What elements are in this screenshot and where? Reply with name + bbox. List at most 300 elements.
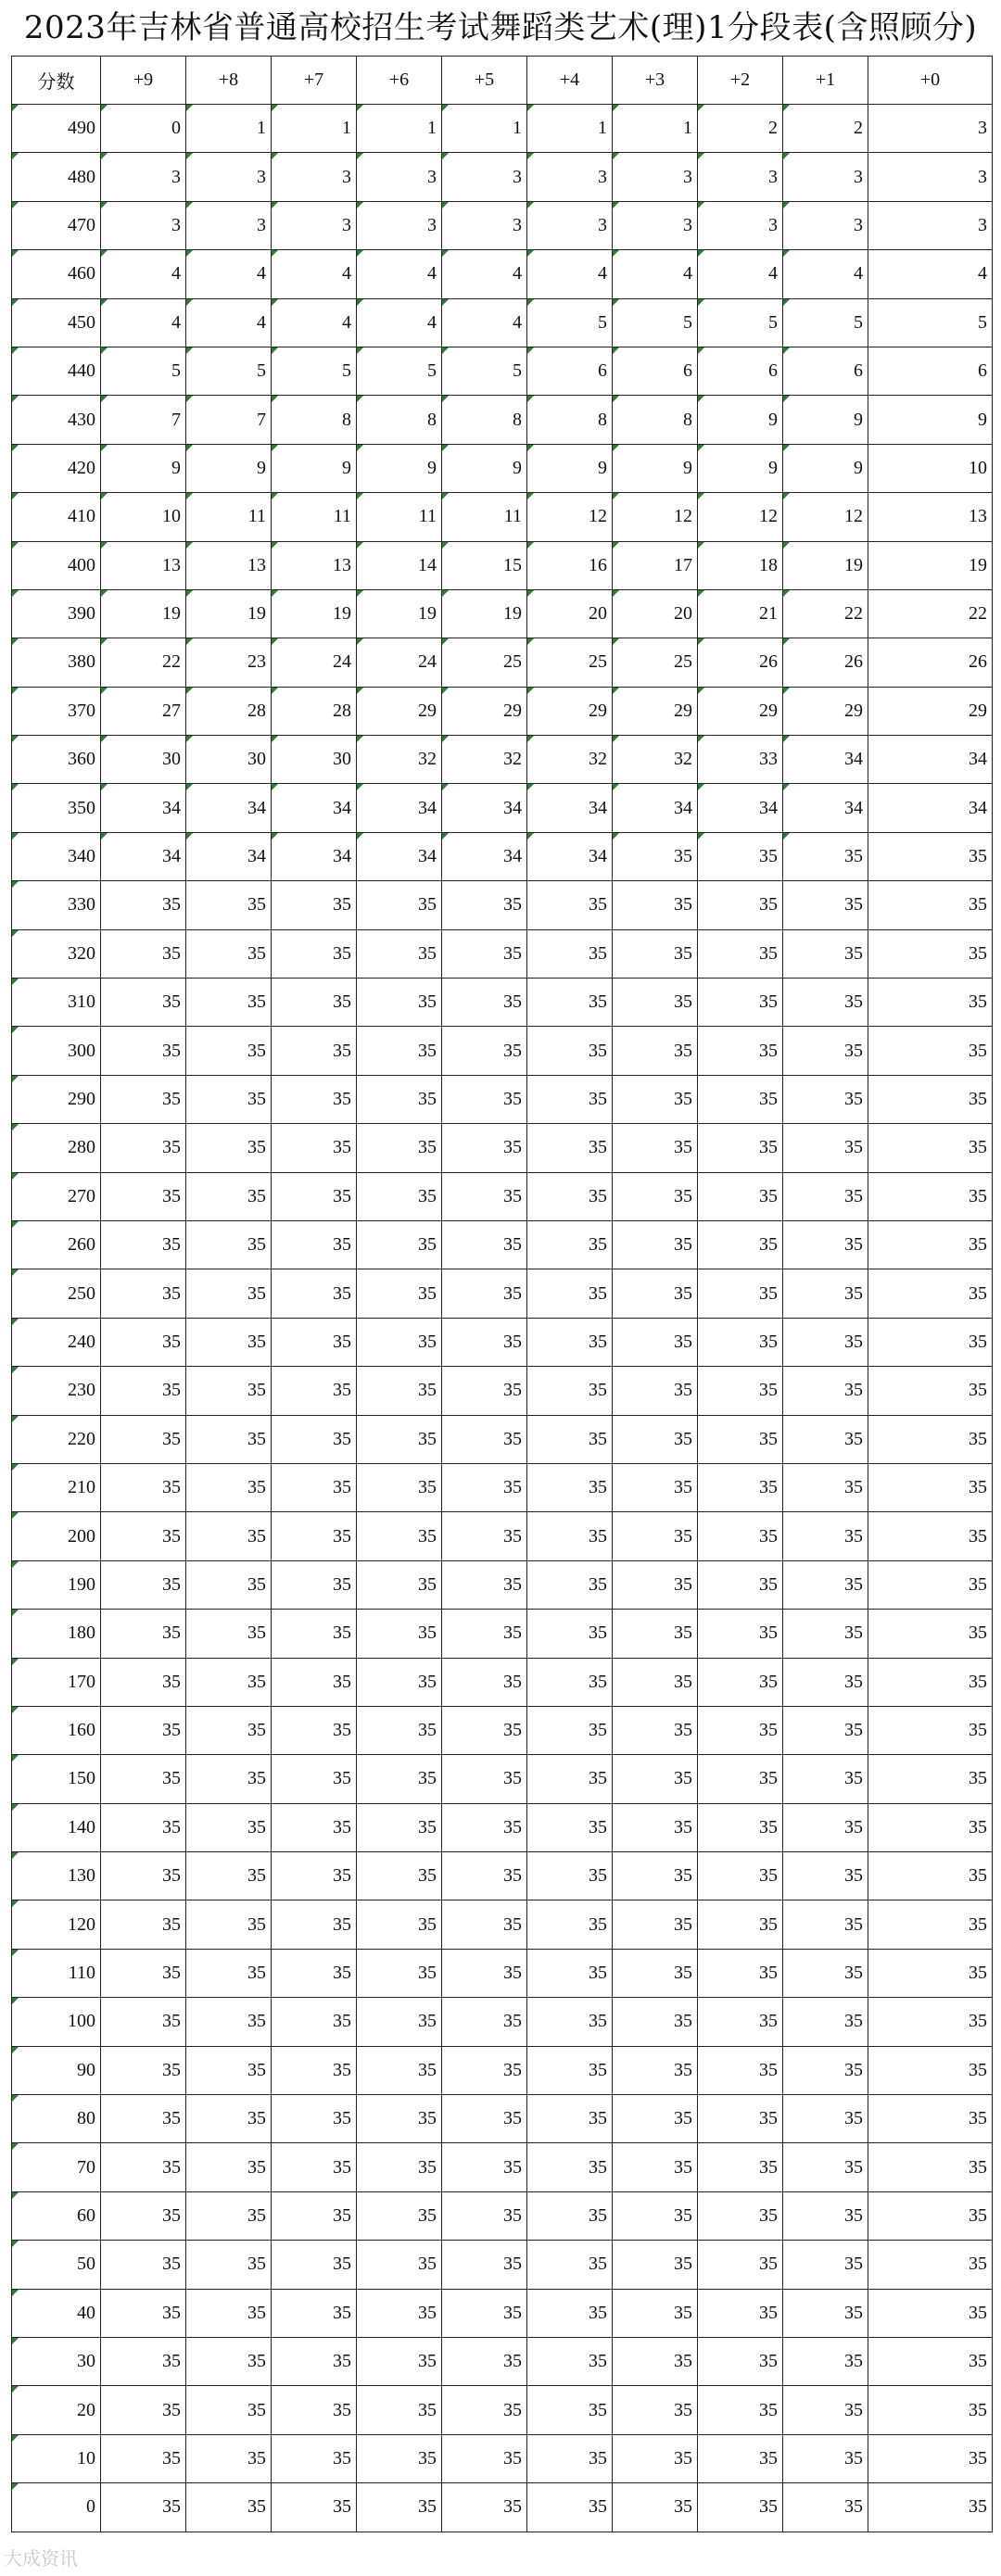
count-cell: 35 bbox=[783, 1027, 868, 1075]
table-row bbox=[12, 687, 993, 735]
count-cell: 35 bbox=[698, 1803, 783, 1851]
count-cell: 35 bbox=[101, 1900, 186, 1949]
count-cell: 35 bbox=[698, 1075, 783, 1123]
table-header-row bbox=[12, 57, 993, 105]
table-row bbox=[12, 1658, 993, 1706]
count-cell: 35 bbox=[186, 1560, 272, 1609]
count-cell: 35 bbox=[272, 2241, 357, 2289]
score-cell: 0 bbox=[12, 2483, 101, 2532]
count-cell: 35 bbox=[868, 1463, 993, 1511]
count-cell: 4 bbox=[357, 298, 442, 347]
count-cell: 9 bbox=[783, 396, 868, 444]
count-cell: 9 bbox=[357, 444, 442, 492]
score-cell: 250 bbox=[12, 1269, 101, 1318]
count-cell: 35 bbox=[698, 1220, 783, 1269]
table-row bbox=[12, 1269, 993, 1318]
count-cell: 4 bbox=[186, 298, 272, 347]
count-cell: 35 bbox=[698, 881, 783, 929]
count-cell: 35 bbox=[186, 2241, 272, 2289]
count-cell: 35 bbox=[868, 929, 993, 978]
count-cell: 35 bbox=[101, 1755, 186, 1803]
table-row bbox=[12, 347, 993, 395]
count-cell: 35 bbox=[783, 1852, 868, 1900]
count-cell: 29 bbox=[783, 687, 868, 735]
count-cell: 35 bbox=[698, 1027, 783, 1075]
count-cell: 34 bbox=[442, 832, 527, 880]
count-cell: 35 bbox=[868, 2143, 993, 2191]
count-cell: 3 bbox=[357, 153, 442, 201]
count-cell: 9 bbox=[272, 444, 357, 492]
count-cell: 3 bbox=[698, 201, 783, 249]
count-cell: 35 bbox=[527, 1658, 613, 1706]
count-cell: 9 bbox=[442, 444, 527, 492]
count-cell: 35 bbox=[357, 1415, 442, 1463]
count-cell: 35 bbox=[357, 1463, 442, 1511]
count-cell: 35 bbox=[868, 2483, 993, 2532]
count-cell: 4 bbox=[442, 298, 527, 347]
table-row bbox=[12, 153, 993, 201]
table-row bbox=[12, 929, 993, 978]
count-cell: 35 bbox=[357, 1560, 442, 1609]
count-cell: 35 bbox=[101, 1269, 186, 1318]
count-cell: 35 bbox=[442, 2143, 527, 2191]
count-cell: 35 bbox=[613, 2434, 698, 2482]
count-cell: 25 bbox=[527, 638, 613, 687]
count-cell: 35 bbox=[783, 1318, 868, 1366]
count-cell: 35 bbox=[101, 2483, 186, 2532]
table-row bbox=[12, 396, 993, 444]
table-row bbox=[12, 2095, 993, 2143]
count-cell: 7 bbox=[101, 396, 186, 444]
count-cell: 35 bbox=[698, 1318, 783, 1366]
count-cell: 35 bbox=[442, 979, 527, 1027]
count-cell: 35 bbox=[442, 1124, 527, 1172]
table-row bbox=[12, 1610, 993, 1658]
score-cell: 220 bbox=[12, 1415, 101, 1463]
count-cell: 5 bbox=[868, 298, 993, 347]
table-row bbox=[12, 1998, 993, 2046]
count-cell: 35 bbox=[698, 1706, 783, 1754]
count-cell: 3 bbox=[357, 201, 442, 249]
count-cell: 3 bbox=[101, 153, 186, 201]
count-cell: 35 bbox=[783, 1658, 868, 1706]
count-cell: 35 bbox=[442, 1220, 527, 1269]
count-cell: 34 bbox=[527, 784, 613, 832]
score-cell: 430 bbox=[12, 396, 101, 444]
count-cell: 35 bbox=[527, 1900, 613, 1949]
count-cell: 24 bbox=[272, 638, 357, 687]
table-row bbox=[12, 2241, 993, 2289]
count-cell: 35 bbox=[527, 1755, 613, 1803]
count-cell: 35 bbox=[783, 881, 868, 929]
column-header: +3 bbox=[613, 57, 698, 105]
count-cell: 3 bbox=[868, 105, 993, 153]
count-cell: 35 bbox=[527, 881, 613, 929]
count-cell: 35 bbox=[698, 1560, 783, 1609]
count-cell: 35 bbox=[272, 2095, 357, 2143]
count-cell: 4 bbox=[783, 250, 868, 298]
count-cell: 35 bbox=[442, 1852, 527, 1900]
count-cell: 6 bbox=[613, 347, 698, 395]
count-cell: 35 bbox=[868, 1852, 993, 1900]
count-cell: 35 bbox=[357, 2337, 442, 2385]
count-cell: 35 bbox=[357, 1706, 442, 1754]
count-cell: 35 bbox=[272, 2386, 357, 2434]
count-cell: 34 bbox=[527, 832, 613, 880]
count-cell: 35 bbox=[868, 2241, 993, 2289]
score-cell: 200 bbox=[12, 1512, 101, 1560]
count-cell: 35 bbox=[613, 1220, 698, 1269]
count-cell: 35 bbox=[272, 2046, 357, 2094]
count-cell: 35 bbox=[527, 1124, 613, 1172]
count-cell: 35 bbox=[186, 1610, 272, 1658]
table-row bbox=[12, 201, 993, 249]
count-cell: 35 bbox=[357, 979, 442, 1027]
count-cell: 35 bbox=[613, 1560, 698, 1609]
count-cell: 35 bbox=[698, 2337, 783, 2385]
count-cell: 35 bbox=[357, 1124, 442, 1172]
score-cell: 60 bbox=[12, 2191, 101, 2240]
count-cell: 35 bbox=[868, 2337, 993, 2385]
count-cell: 35 bbox=[272, 1172, 357, 1220]
count-cell: 35 bbox=[272, 1075, 357, 1123]
count-cell: 3 bbox=[868, 201, 993, 249]
table-row bbox=[12, 1852, 993, 1900]
count-cell: 3 bbox=[442, 153, 527, 201]
count-cell: 35 bbox=[357, 929, 442, 978]
count-cell: 35 bbox=[442, 2434, 527, 2482]
table-row bbox=[12, 881, 993, 929]
count-cell: 35 bbox=[698, 929, 783, 978]
score-cell: 330 bbox=[12, 881, 101, 929]
count-cell: 10 bbox=[101, 493, 186, 541]
count-cell: 35 bbox=[101, 1318, 186, 1366]
count-cell: 3 bbox=[783, 201, 868, 249]
column-header: +2 bbox=[698, 57, 783, 105]
count-cell: 35 bbox=[357, 1172, 442, 1220]
count-cell: 35 bbox=[527, 1610, 613, 1658]
count-cell: 34 bbox=[272, 832, 357, 880]
count-cell: 35 bbox=[101, 2337, 186, 2385]
table-body bbox=[12, 105, 993, 2532]
score-cell: 260 bbox=[12, 1220, 101, 1269]
score-cell: 420 bbox=[12, 444, 101, 492]
count-cell: 35 bbox=[613, 832, 698, 880]
score-cell: 150 bbox=[12, 1755, 101, 1803]
count-cell: 24 bbox=[357, 638, 442, 687]
count-cell: 29 bbox=[698, 687, 783, 735]
count-cell: 35 bbox=[357, 1220, 442, 1269]
score-cell: 230 bbox=[12, 1367, 101, 1415]
count-cell: 35 bbox=[101, 1512, 186, 1560]
count-cell: 35 bbox=[613, 2095, 698, 2143]
count-cell: 3 bbox=[613, 201, 698, 249]
count-cell: 35 bbox=[868, 2046, 993, 2094]
count-cell: 35 bbox=[101, 1949, 186, 1997]
count-cell: 35 bbox=[783, 2095, 868, 2143]
count-cell: 35 bbox=[272, 2289, 357, 2337]
count-cell: 35 bbox=[101, 1124, 186, 1172]
count-cell: 26 bbox=[868, 638, 993, 687]
count-cell: 35 bbox=[442, 1172, 527, 1220]
count-cell: 35 bbox=[101, 1075, 186, 1123]
count-cell: 35 bbox=[613, 1027, 698, 1075]
count-cell: 35 bbox=[272, 1463, 357, 1511]
count-cell: 32 bbox=[527, 736, 613, 784]
count-cell: 35 bbox=[442, 2386, 527, 2434]
count-cell: 35 bbox=[698, 2095, 783, 2143]
count-cell: 35 bbox=[272, 1269, 357, 1318]
table-row bbox=[12, 1755, 993, 1803]
count-cell: 35 bbox=[272, 2483, 357, 2532]
column-header: +4 bbox=[527, 57, 613, 105]
count-cell: 35 bbox=[357, 1803, 442, 1851]
count-cell: 35 bbox=[613, 1269, 698, 1318]
count-cell: 35 bbox=[613, 1998, 698, 2046]
count-cell: 35 bbox=[868, 1220, 993, 1269]
count-cell: 11 bbox=[357, 493, 442, 541]
count-cell: 9 bbox=[186, 444, 272, 492]
count-cell: 8 bbox=[357, 396, 442, 444]
count-cell: 4 bbox=[698, 250, 783, 298]
table-row bbox=[12, 250, 993, 298]
table-row bbox=[12, 1803, 993, 1851]
table-row bbox=[12, 493, 993, 541]
count-cell: 35 bbox=[613, 1755, 698, 1803]
column-header: +8 bbox=[186, 57, 272, 105]
count-cell: 35 bbox=[613, 2046, 698, 2094]
count-cell: 35 bbox=[698, 2289, 783, 2337]
count-cell: 18 bbox=[698, 541, 783, 589]
count-cell: 35 bbox=[186, 1803, 272, 1851]
count-cell: 3 bbox=[272, 201, 357, 249]
count-cell: 12 bbox=[527, 493, 613, 541]
count-cell: 35 bbox=[783, 1755, 868, 1803]
count-cell: 35 bbox=[613, 1900, 698, 1949]
count-cell: 10 bbox=[868, 444, 993, 492]
count-cell: 35 bbox=[272, 1220, 357, 1269]
count-cell: 35 bbox=[783, 1269, 868, 1318]
count-cell: 13 bbox=[272, 541, 357, 589]
count-cell: 3 bbox=[868, 153, 993, 201]
count-cell: 8 bbox=[442, 396, 527, 444]
count-cell: 11 bbox=[186, 493, 272, 541]
count-cell: 35 bbox=[527, 2143, 613, 2191]
table-row bbox=[12, 1512, 993, 1560]
count-cell: 35 bbox=[783, 1803, 868, 1851]
count-cell: 35 bbox=[527, 2483, 613, 2532]
score-cell: 90 bbox=[12, 2046, 101, 2094]
count-cell: 35 bbox=[527, 1318, 613, 1366]
count-cell: 35 bbox=[613, 1706, 698, 1754]
count-cell: 35 bbox=[868, 1512, 993, 1560]
count-cell: 35 bbox=[186, 2434, 272, 2482]
count-cell: 35 bbox=[698, 1124, 783, 1172]
count-cell: 30 bbox=[272, 736, 357, 784]
table-row bbox=[12, 2143, 993, 2191]
score-cell: 270 bbox=[12, 1172, 101, 1220]
count-cell: 35 bbox=[613, 2337, 698, 2385]
count-cell: 35 bbox=[186, 2483, 272, 2532]
count-cell: 9 bbox=[783, 444, 868, 492]
count-cell: 35 bbox=[698, 1367, 783, 1415]
count-cell: 35 bbox=[527, 1269, 613, 1318]
count-cell: 35 bbox=[783, 1367, 868, 1415]
count-cell: 35 bbox=[868, 2386, 993, 2434]
count-cell: 12 bbox=[613, 493, 698, 541]
count-cell: 35 bbox=[698, 1949, 783, 1997]
count-cell: 32 bbox=[442, 736, 527, 784]
score-cell: 100 bbox=[12, 1998, 101, 2046]
count-cell: 35 bbox=[783, 1172, 868, 1220]
count-cell: 33 bbox=[698, 736, 783, 784]
count-cell: 32 bbox=[357, 736, 442, 784]
count-cell: 35 bbox=[868, 1755, 993, 1803]
count-cell: 35 bbox=[698, 2046, 783, 2094]
count-cell: 35 bbox=[698, 1755, 783, 1803]
count-cell: 35 bbox=[357, 2046, 442, 2094]
score-cell: 80 bbox=[12, 2095, 101, 2143]
score-cell: 410 bbox=[12, 493, 101, 541]
count-cell: 35 bbox=[186, 1124, 272, 1172]
count-cell: 35 bbox=[272, 1998, 357, 2046]
count-cell: 35 bbox=[272, 1803, 357, 1851]
table-row bbox=[12, 1900, 993, 1949]
count-cell: 35 bbox=[613, 1172, 698, 1220]
score-cell: 480 bbox=[12, 153, 101, 201]
count-cell: 9 bbox=[613, 444, 698, 492]
count-cell: 35 bbox=[783, 1706, 868, 1754]
count-cell: 35 bbox=[186, 1318, 272, 1366]
count-cell: 35 bbox=[101, 1415, 186, 1463]
count-cell: 35 bbox=[527, 1998, 613, 2046]
score-cell: 310 bbox=[12, 979, 101, 1027]
count-cell: 35 bbox=[783, 1998, 868, 2046]
count-cell: 35 bbox=[357, 1610, 442, 1658]
count-cell: 35 bbox=[101, 2095, 186, 2143]
count-cell: 4 bbox=[442, 250, 527, 298]
count-cell: 29 bbox=[868, 687, 993, 735]
count-cell: 35 bbox=[442, 1075, 527, 1123]
count-cell: 29 bbox=[442, 687, 527, 735]
count-cell: 7 bbox=[186, 396, 272, 444]
count-cell: 35 bbox=[272, 1658, 357, 1706]
count-cell: 35 bbox=[442, 1949, 527, 1997]
count-cell: 1 bbox=[272, 105, 357, 153]
count-cell: 3 bbox=[272, 153, 357, 201]
column-header: +7 bbox=[272, 57, 357, 105]
count-cell: 35 bbox=[357, 1900, 442, 1949]
count-cell: 35 bbox=[186, 2143, 272, 2191]
table-row bbox=[12, 2046, 993, 2094]
count-cell: 35 bbox=[101, 2191, 186, 2240]
count-cell: 34 bbox=[357, 832, 442, 880]
count-cell: 35 bbox=[101, 2046, 186, 2094]
score-cell: 340 bbox=[12, 832, 101, 880]
count-cell: 1 bbox=[357, 105, 442, 153]
table-row bbox=[12, 1463, 993, 1511]
count-cell: 35 bbox=[186, 881, 272, 929]
score-cell: 460 bbox=[12, 250, 101, 298]
count-cell: 35 bbox=[272, 1318, 357, 1366]
count-cell: 5 bbox=[783, 298, 868, 347]
count-cell: 35 bbox=[783, 2046, 868, 2094]
count-cell: 35 bbox=[186, 2095, 272, 2143]
count-cell: 19 bbox=[272, 589, 357, 638]
column-header: +9 bbox=[101, 57, 186, 105]
count-cell: 30 bbox=[186, 736, 272, 784]
count-cell: 35 bbox=[698, 1610, 783, 1658]
watermark: 大成资讯 bbox=[4, 2547, 78, 2570]
count-cell: 4 bbox=[357, 250, 442, 298]
count-cell: 35 bbox=[186, 1998, 272, 2046]
count-cell: 35 bbox=[783, 1610, 868, 1658]
count-cell: 35 bbox=[527, 1367, 613, 1415]
count-cell: 4 bbox=[613, 250, 698, 298]
table-row bbox=[12, 2483, 993, 2532]
count-cell: 35 bbox=[186, 2289, 272, 2337]
count-cell: 35 bbox=[783, 1415, 868, 1463]
count-cell: 35 bbox=[698, 832, 783, 880]
score-cell: 380 bbox=[12, 638, 101, 687]
count-cell: 14 bbox=[357, 541, 442, 589]
count-cell: 35 bbox=[613, 1318, 698, 1366]
count-cell: 35 bbox=[442, 2046, 527, 2094]
count-cell: 34 bbox=[783, 736, 868, 784]
count-cell: 9 bbox=[698, 444, 783, 492]
table-row bbox=[12, 2191, 993, 2240]
count-cell: 35 bbox=[783, 1512, 868, 1560]
count-cell: 19 bbox=[357, 589, 442, 638]
count-cell: 3 bbox=[527, 201, 613, 249]
count-cell: 35 bbox=[527, 979, 613, 1027]
count-cell: 25 bbox=[442, 638, 527, 687]
count-cell: 35 bbox=[783, 979, 868, 1027]
count-cell: 35 bbox=[442, 1803, 527, 1851]
score-cell: 320 bbox=[12, 929, 101, 978]
count-cell: 35 bbox=[868, 1367, 993, 1415]
table-row bbox=[12, 784, 993, 832]
count-cell: 35 bbox=[868, 1124, 993, 1172]
table-row bbox=[12, 2289, 993, 2337]
count-cell: 35 bbox=[868, 2095, 993, 2143]
count-cell: 35 bbox=[186, 979, 272, 1027]
count-cell: 35 bbox=[272, 1512, 357, 1560]
count-cell: 35 bbox=[613, 1852, 698, 1900]
count-cell: 8 bbox=[272, 396, 357, 444]
count-cell: 35 bbox=[101, 979, 186, 1027]
count-cell: 19 bbox=[783, 541, 868, 589]
count-cell: 35 bbox=[357, 2434, 442, 2482]
count-cell: 35 bbox=[698, 2191, 783, 2240]
score-cell: 210 bbox=[12, 1463, 101, 1511]
table-row bbox=[12, 2337, 993, 2385]
count-cell: 5 bbox=[442, 347, 527, 395]
count-cell: 35 bbox=[272, 1852, 357, 1900]
count-cell: 29 bbox=[527, 687, 613, 735]
count-cell: 5 bbox=[101, 347, 186, 395]
count-cell: 26 bbox=[698, 638, 783, 687]
score-cell: 50 bbox=[12, 2241, 101, 2289]
column-header: +1 bbox=[783, 57, 868, 105]
table-row bbox=[12, 541, 993, 589]
table-row bbox=[12, 105, 993, 153]
count-cell: 5 bbox=[186, 347, 272, 395]
count-cell: 35 bbox=[272, 979, 357, 1027]
count-cell: 35 bbox=[698, 1463, 783, 1511]
count-cell: 35 bbox=[527, 2386, 613, 2434]
count-cell: 35 bbox=[527, 2191, 613, 2240]
